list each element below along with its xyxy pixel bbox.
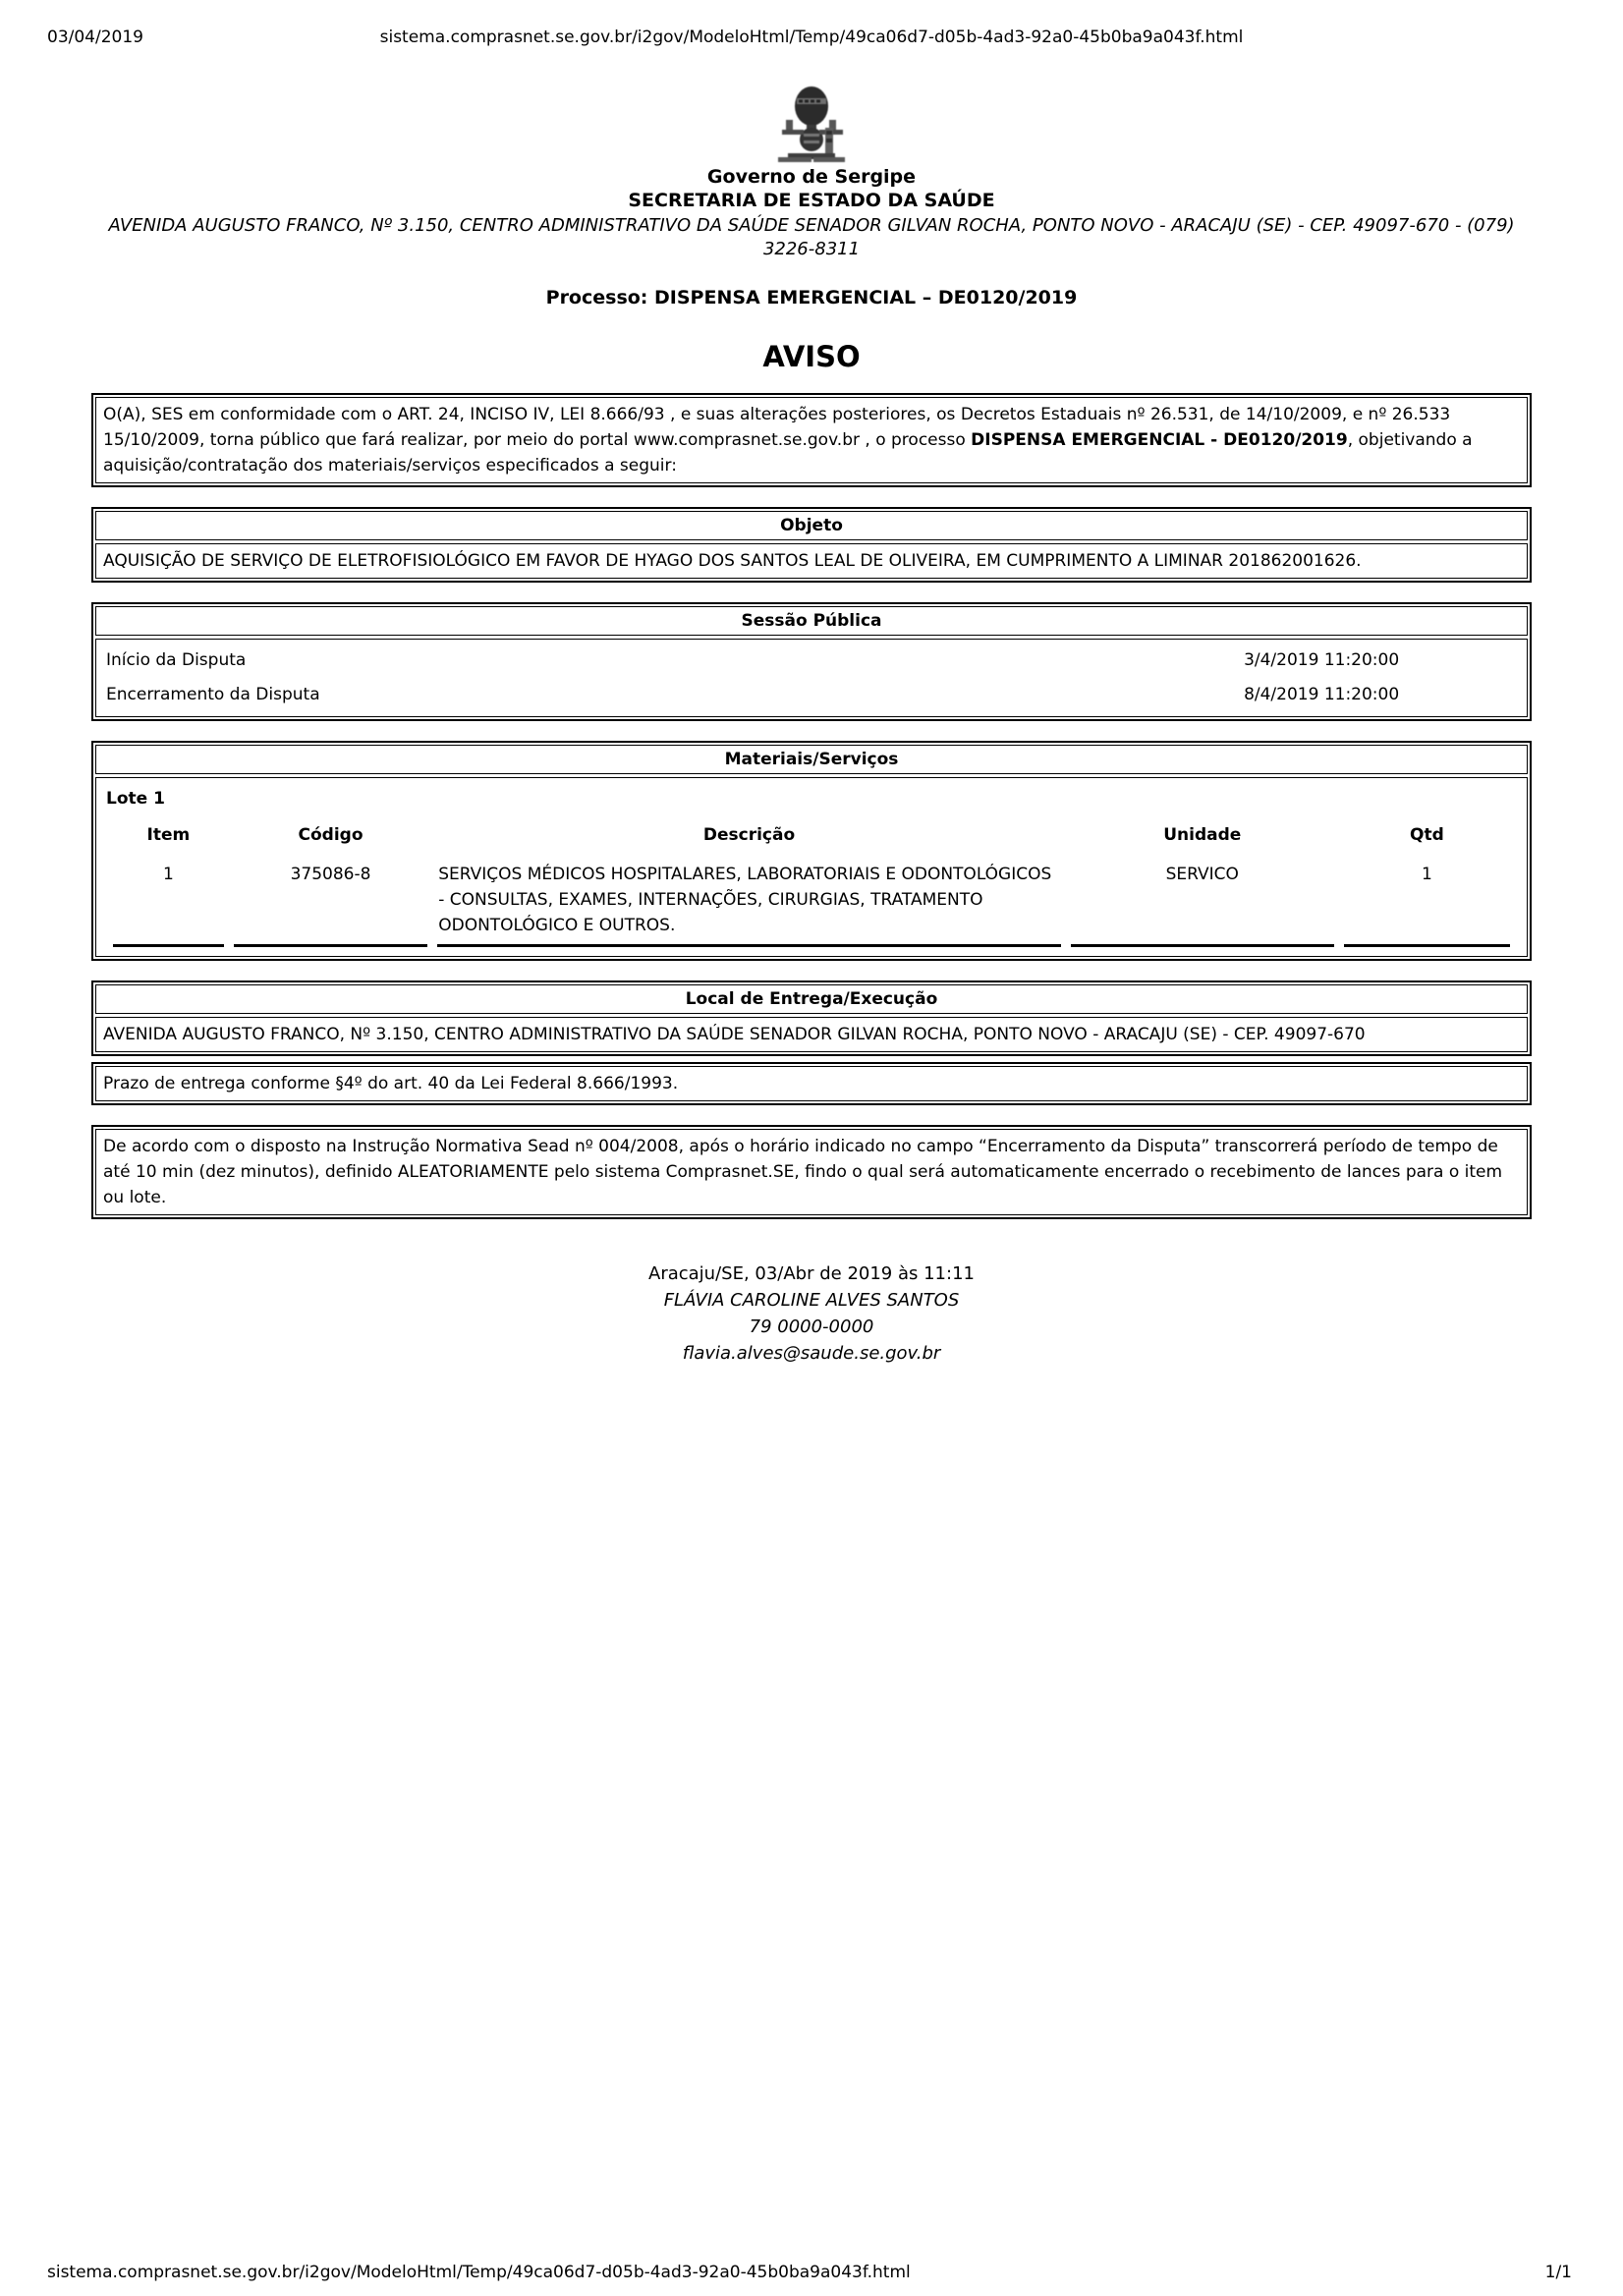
process-line: Processo: DISPENSA EMERGENCIAL – DE0120/2019 (545, 287, 1078, 308)
notice-box (91, 393, 1532, 487)
table-row (103, 678, 1520, 712)
item-number: 1 (162, 865, 174, 884)
materiais-servicos-body (95, 777, 1528, 957)
regra-disputa-box (91, 1125, 1532, 1219)
items-table-header-row (113, 818, 1510, 856)
signature-email: flavia.alves@saude.se.gov.br (682, 1343, 941, 1364)
encerramento-disputa-label: Encerramento da Disputa (106, 685, 320, 704)
item-codigo: 375086-8 (290, 865, 371, 884)
print-date: 03/04/2019 (47, 28, 143, 47)
local-entrega-address: AVENIDA AUGUSTO FRANCO, Nº 3.150, CENTRO ADMINISTRATIVO DA SAÚDE SENADOR GILVAN ROCHA, PONTO NOVO - ARACAJU (SE) - CEP. 49097-670 (95, 1017, 1528, 1052)
print-footer-url: sistema.comprasnet.se.gov.br/i2gov/ModeloHtml/Temp/49ca06d7-d05b-4ad3-92a0-45b0ba9a043f.html (47, 2263, 911, 2282)
notice-text (95, 397, 1528, 483)
notice-part2: , objetivando a aquisição/contratação dos materiais/serviços especificados a seguir: (103, 430, 1473, 476)
item-descricao: SERVIÇOS MÉDICOS HOSPITALARES, LABORATORIAIS E ODONTOLÓGICOS - CONSULTAS, EXAMES, INTERNAÇÕES, CIRURGIAS, TRATAMENTO ODONTOLÓGICO E OUTROS. (438, 865, 1052, 935)
col-item: Item (146, 825, 191, 845)
page-indicator: 1/1 (1544, 2263, 1572, 2282)
col-codigo: Código (298, 825, 364, 845)
item-qtd: 1 (1421, 865, 1432, 884)
sergipe-coat-of-arms-icon (774, 84, 849, 165)
col-descricao: Descrição (702, 825, 796, 845)
notice-process-bold: DISPENSA EMERGENCIAL - DE0120/2019 (971, 430, 1348, 450)
signature-phone: 79 0000-0000 (749, 1316, 874, 1337)
secretariat-name: SECRETARIA DE ESTADO DA SAÚDE (628, 190, 995, 211)
document-body (91, 84, 1532, 1367)
col-qtd: Qtd (1410, 825, 1444, 845)
logo-container (91, 84, 1532, 165)
sessao-publica-section (91, 602, 1532, 721)
sessao-publica-header: Sessão Pública (95, 606, 1528, 636)
inicio-disputa-label: Início da Disputa (106, 650, 247, 670)
notice-part1: O(A), SES em conformidade com o ART. 24, INCISO IV, LEI 8.666/93 , e suas alterações posteriores, os Decretos Estaduais nº 26.531, de 14/10/2009, e nº 26.533 15/10/2009, torna público que fará realizar, por meio do portal www.comprasnet.se.gov.br , o processo (103, 405, 1451, 450)
signature-place-date: Aracaju/SE, 03/Abr de 2019 às 11:11 (648, 1263, 975, 1284)
signature-name: FLÁVIA CAROLINE ALVES SANTOS (663, 1290, 960, 1311)
local-entrega-section (91, 980, 1532, 1056)
government-name: Governo de Sergipe (706, 166, 917, 188)
signature-block (91, 1260, 1532, 1367)
prazo-box (91, 1062, 1532, 1105)
objeto-text: AQUISIÇÃO DE SERVIÇO DE ELETROFISIOLÓGICO EM FAVOR DE HYAGO DOS SANTOS LEAL DE OLIVEIRA, EM CUMPRIMENTO A LIMINAR 201862001626. (95, 543, 1528, 579)
table-row (103, 644, 1520, 678)
regra-disputa-text: De acordo com o disposto na Instrução Normativa Sead nº 004/2008, após o horário indicado no campo “Encerramento da Disputa” transcorrerá período de tempo de até 10 min (dez minutos), definido ALEATORIAMENTE pelo sistema Comprasnet.SE, findo o qual será automaticamente encerrado o recebimento de lances para o item ou lote. (95, 1129, 1528, 1215)
lote-label: Lote 1 (106, 789, 165, 809)
item-unidade: SERVICO (1165, 865, 1239, 884)
objeto-header: Objeto (95, 511, 1528, 540)
print-header (47, 28, 1576, 47)
table-row (113, 861, 1510, 939)
col-unidade: Unidade (1163, 825, 1242, 845)
items-table (103, 813, 1520, 952)
inicio-disputa-value: 3/4/2019 11:20:00 (1244, 650, 1400, 670)
table-bottom-rule (113, 944, 1510, 947)
objeto-section (91, 507, 1532, 583)
encerramento-disputa-value: 8/4/2019 11:20:00 (1244, 685, 1400, 704)
sessao-publica-body (95, 639, 1528, 717)
local-entrega-header: Local de Entrega/Execução (95, 984, 1528, 1014)
materiais-servicos-section (91, 741, 1532, 961)
materiais-servicos-header: Materiais/Serviços (95, 745, 1528, 774)
page-title: AVISO (762, 340, 861, 373)
header-address: AVENIDA AUGUSTO FRANCO, Nº 3.150, CENTRO ADMINISTRATIVO DA SAÚDE SENADOR GILVAN ROCHA, PONTO NOVO - ARACAJU (SE) - CEP. 49097-670 - (079) 3226-8311 (108, 215, 1515, 259)
prazo-text: Prazo de entrega conforme §4º do art. 40 da Lei Federal 8.666/1993. (95, 1066, 1528, 1101)
print-header-url: sistema.comprasnet.se.gov.br/i2gov/ModeloHtml/Temp/49ca06d7-d05b-4ad3-92a0-45b0ba9a043f.html (379, 28, 1244, 47)
